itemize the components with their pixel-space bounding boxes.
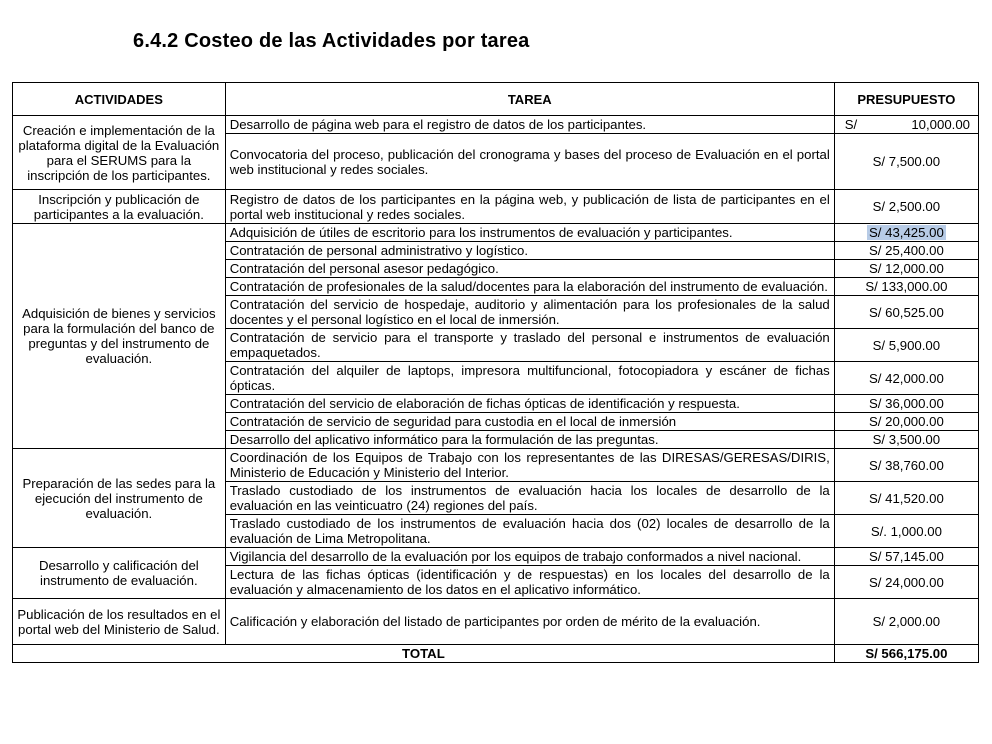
highlighted-value: S/ 43,425.00 bbox=[868, 225, 944, 240]
activity-cell: Creación e implementación de la plataforma digital de la Evaluación para el SERUMS para la inscripción de los participantes. bbox=[13, 116, 226, 190]
activity-cell: Inscripción y publicación de participantes a la evaluación. bbox=[13, 190, 226, 224]
task-cell: Lectura de las fichas ópticas (identificación y de respuestas) en los locales del desarrollo de la evaluación y almacenamiento de los datos en el aplicativo informático. bbox=[225, 566, 834, 599]
task-cell: Contratación del personal asesor pedagógico. bbox=[225, 260, 834, 278]
budget-cell: S/ 20,000.00 bbox=[834, 413, 978, 431]
task-cell: Traslado custodiado de los instrumentos de evaluación hacia dos (02) locales de desarrollo de la evaluación de Lima Metropolitana. bbox=[225, 515, 834, 548]
activity-cell: Preparación de las sedes para la ejecución del instrumento de evaluación. bbox=[13, 449, 226, 548]
budget-cell: S/ 36,000.00 bbox=[834, 395, 978, 413]
table-row bbox=[13, 224, 979, 242]
task-cell: Registro de datos de los participantes en la página web, y publicación de lista de participantes en el portal web institucional y redes sociales. bbox=[225, 190, 834, 224]
task-cell: Contratación del alquiler de laptops, impresora multifuncional, fotocopiadora y escáner de fichas ópticas. bbox=[225, 362, 834, 395]
budget-cell: S/ 7,500.00 bbox=[834, 134, 978, 190]
task-cell: Contratación de profesionales de la salud/docentes para la elaboración del instrumento de evaluación. bbox=[225, 278, 834, 296]
table-row bbox=[13, 548, 979, 566]
budget-cell: S/. 1,000.00 bbox=[834, 515, 978, 548]
total-label: TOTAL bbox=[13, 645, 835, 663]
table-row bbox=[13, 599, 979, 645]
task-cell: Adquisición de útiles de escritorio para los instrumentos de evaluación y participantes. bbox=[225, 224, 834, 242]
budget-cell: S/ 12,000.00 bbox=[834, 260, 978, 278]
section-title: 6.4.2 Costeo de las Actividades por tarea bbox=[133, 30, 530, 52]
budget-cell: S/ 2,500.00 bbox=[834, 190, 978, 224]
activity-cell: Publicación de los resultados en el portal web del Ministerio de Salud. bbox=[13, 599, 226, 645]
cost-table bbox=[12, 82, 979, 663]
budget-currency: S/ bbox=[844, 117, 858, 132]
budget-cell: S/ 24,000.00 bbox=[834, 566, 978, 599]
task-cell: Contratación del servicio de hospedaje, auditorio y alimentación para los profesionales de la salud docentes y el personal logístico en el local de inmersión. bbox=[225, 296, 834, 329]
budget-cell bbox=[834, 224, 978, 242]
task-cell: Traslado custodiado de los instrumentos de evaluación hacia los locales de desarrollo de la evaluación en las veinticuatro (24) regiones del país. bbox=[225, 482, 834, 515]
header-task: TAREA bbox=[225, 83, 834, 116]
table-row bbox=[13, 116, 979, 134]
budget-cell: S/ 41,520.00 bbox=[834, 482, 978, 515]
task-cell: Calificación y elaboración del listado de participantes por orden de mérito de la evaluación. bbox=[225, 599, 834, 645]
task-cell: Contratación de servicio para el transporte y traslado del personal e instrumentos de evaluación empaquetados. bbox=[225, 329, 834, 362]
budget-cell: S/ 60,525.00 bbox=[834, 296, 978, 329]
budget-cell bbox=[834, 116, 978, 134]
task-cell: Vigilancia del desarrollo de la evaluación por los equipos de trabajo conformados a nivel nacional. bbox=[225, 548, 834, 566]
budget-cell: S/ 2,000.00 bbox=[834, 599, 978, 645]
task-cell: Contratación de personal administrativo y logístico. bbox=[225, 242, 834, 260]
task-cell: Desarrollo del aplicativo informático para la formulación de las preguntas. bbox=[225, 431, 834, 449]
task-cell: Coordinación de los Equipos de Trabajo con los representantes de las DIRESAS/GERESAS/DIRIS, Ministerio de Educación y Ministerio del Interior. bbox=[225, 449, 834, 482]
budget-cell: S/ 3,500.00 bbox=[834, 431, 978, 449]
activity-cell: Adquisición de bienes y servicios para la formulación del banco de preguntas y del instrumento de evaluación. bbox=[13, 224, 226, 449]
task-cell: Contratación del servicio de elaboración de fichas ópticas de identificación y respuesta. bbox=[225, 395, 834, 413]
task-cell: Desarrollo de página web para el registro de datos de los participantes. bbox=[225, 116, 834, 134]
table-row bbox=[13, 449, 979, 482]
header-budget: PRESUPUESTO bbox=[834, 83, 978, 116]
total-row bbox=[13, 645, 979, 663]
header-activities: ACTIVIDADES bbox=[13, 83, 226, 116]
budget-cell: S/ 5,900.00 bbox=[834, 329, 978, 362]
budget-cell: S/ 57,145.00 bbox=[834, 548, 978, 566]
budget-cell: S/ 133,000.00 bbox=[834, 278, 978, 296]
header-row bbox=[13, 83, 979, 116]
task-cell: Convocatoria del proceso, publicación del cronograma y bases del proceso de Evaluación en el portal web institucional y redes sociales. bbox=[225, 134, 834, 190]
activity-cell: Desarrollo y calificación del instrumento de evaluación. bbox=[13, 548, 226, 599]
budget-cell: S/ 38,760.00 bbox=[834, 449, 978, 482]
task-cell: Contratación de servicio de seguridad para custodia en el local de inmersión bbox=[225, 413, 834, 431]
table-row bbox=[13, 190, 979, 224]
total-value: S/ 566,175.00 bbox=[834, 645, 978, 663]
budget-amount: 10,000.00 bbox=[911, 117, 970, 132]
budget-cell: S/ 42,000.00 bbox=[834, 362, 978, 395]
budget-cell: S/ 25,400.00 bbox=[834, 242, 978, 260]
